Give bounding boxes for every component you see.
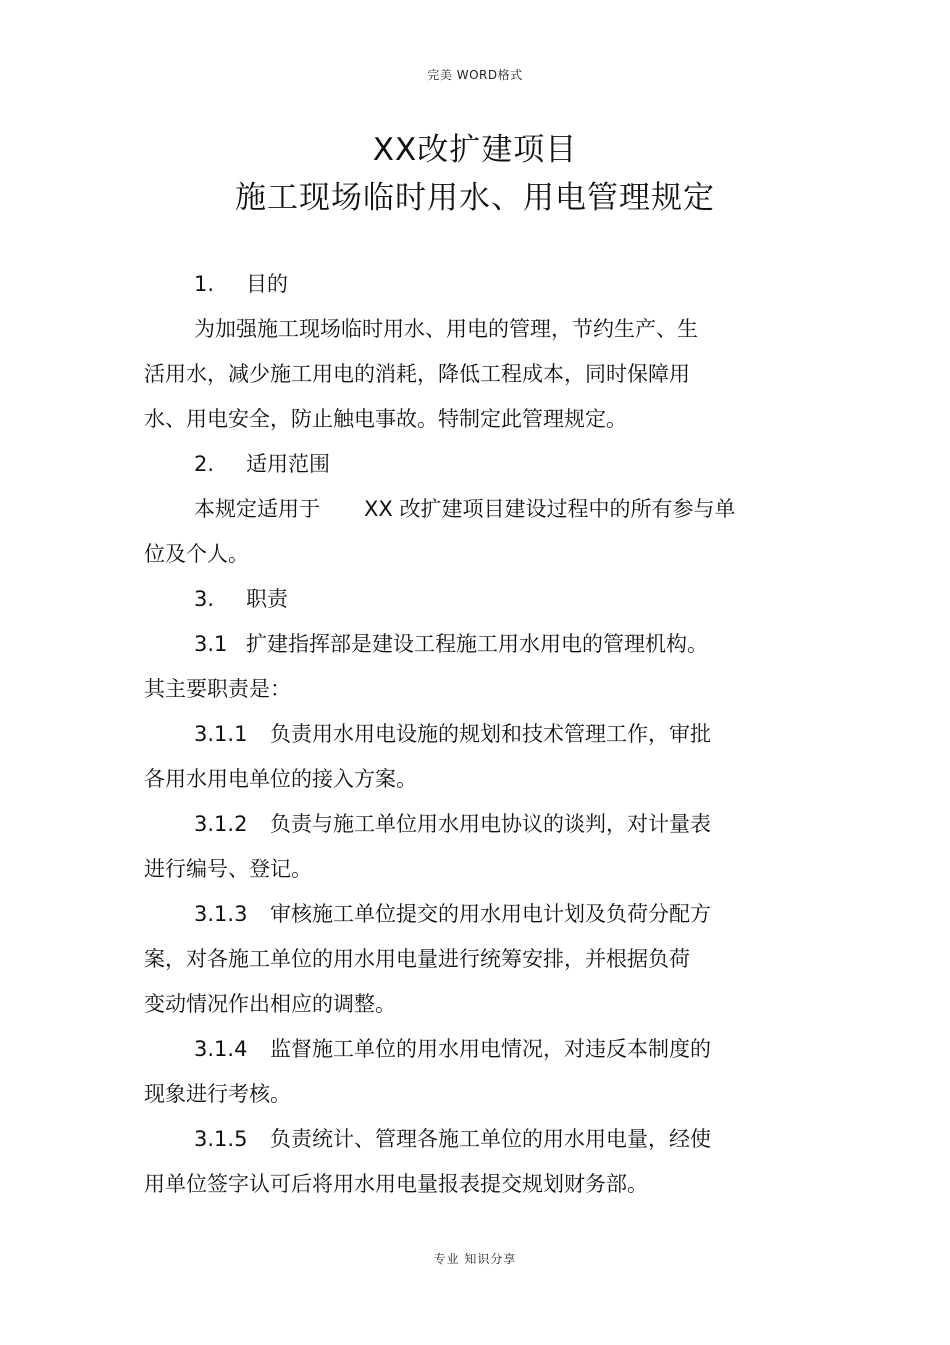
paragraph-line: 水、用电安全，防止触电事故。特制定此管理规定。 xyxy=(144,407,627,431)
clause-3-1-1 xyxy=(144,712,774,757)
paragraph-line: 各用水用电单位的接入方案。 xyxy=(144,767,417,791)
clause-number: 3.1.1 xyxy=(194,722,248,746)
clause-3-1 xyxy=(144,622,774,667)
paragraph-line xyxy=(144,487,774,532)
paragraph-line: 现象进行考核。 xyxy=(144,1082,291,1106)
clause-text: 负责与施工单位用水用电协议的谈判，对计量表 xyxy=(270,812,711,836)
clause-number: 3.1.2 xyxy=(194,812,248,836)
document-title-line-1: XX改扩建项目 xyxy=(372,132,578,168)
section-number: 1. xyxy=(194,272,215,296)
paragraph-line: 位及个人。 xyxy=(144,542,249,566)
clause-text: 负责用水用电设施的规划和技术管理工作，审批 xyxy=(270,722,711,746)
page-header: 完美 WORD格式 xyxy=(427,68,523,82)
section-heading-2 xyxy=(144,442,774,487)
clause-number: 3.1 xyxy=(194,632,228,656)
paragraph-line: 其主要职责是： xyxy=(144,677,291,701)
paragraph-line: 案，对各施工单位的用水用电量进行统筹安排，并根据负荷 xyxy=(144,947,690,971)
section-heading-1 xyxy=(144,262,774,307)
section-title: 适用范围 xyxy=(246,452,330,476)
section-number: 3. xyxy=(194,587,215,611)
paragraph-line: 活用水，减少施工用电的消耗，降低工程成本，同时保障用 xyxy=(144,362,690,386)
clause-3-1-2 xyxy=(144,802,774,847)
section-number: 2. xyxy=(194,452,215,476)
clause-text: 监督施工单位的用水用电情况，对违反本制度的 xyxy=(270,1037,711,1061)
clause-3-1-5 xyxy=(144,1117,774,1162)
clause-number: 3.1.5 xyxy=(194,1127,248,1151)
clause-3-1-3 xyxy=(144,892,774,937)
paragraph-line: 为加强施工现场临时用水、用电的管理，节约生产、生 xyxy=(194,317,698,341)
paragraph-line: 用单位签字认可后将用水用电量报表提交规划财务部。 xyxy=(144,1172,648,1196)
paragraph-text: XX 改扩建项目建设过程中的所有参与单 xyxy=(364,497,736,521)
section-heading-3 xyxy=(144,577,774,622)
clause-text: 审核施工单位提交的用水用电计划及负荷分配方 xyxy=(270,902,711,926)
page-footer: 专业 知识分享 xyxy=(433,1252,517,1266)
clause-number: 3.1.3 xyxy=(194,902,248,926)
clause-3-1-4 xyxy=(144,1027,774,1072)
paragraph-line: 进行编号、登记。 xyxy=(144,857,312,881)
clause-number: 3.1.4 xyxy=(194,1037,248,1061)
paragraph-text: 本规定适用于 xyxy=(194,497,320,521)
clause-text: 负责统计、管理各施工单位的用水用电量，经使 xyxy=(270,1127,711,1151)
paragraph-line: 变动情况作出相应的调整。 xyxy=(144,992,396,1016)
document-title-line-2: 施工现场临时用水、用电管理规定 xyxy=(235,180,715,216)
section-title: 目的 xyxy=(246,272,288,296)
document-body xyxy=(144,262,774,1207)
section-title: 职责 xyxy=(246,587,288,611)
clause-text: 扩建指挥部是建设工程施工用水用电的管理机构。 xyxy=(246,632,708,656)
